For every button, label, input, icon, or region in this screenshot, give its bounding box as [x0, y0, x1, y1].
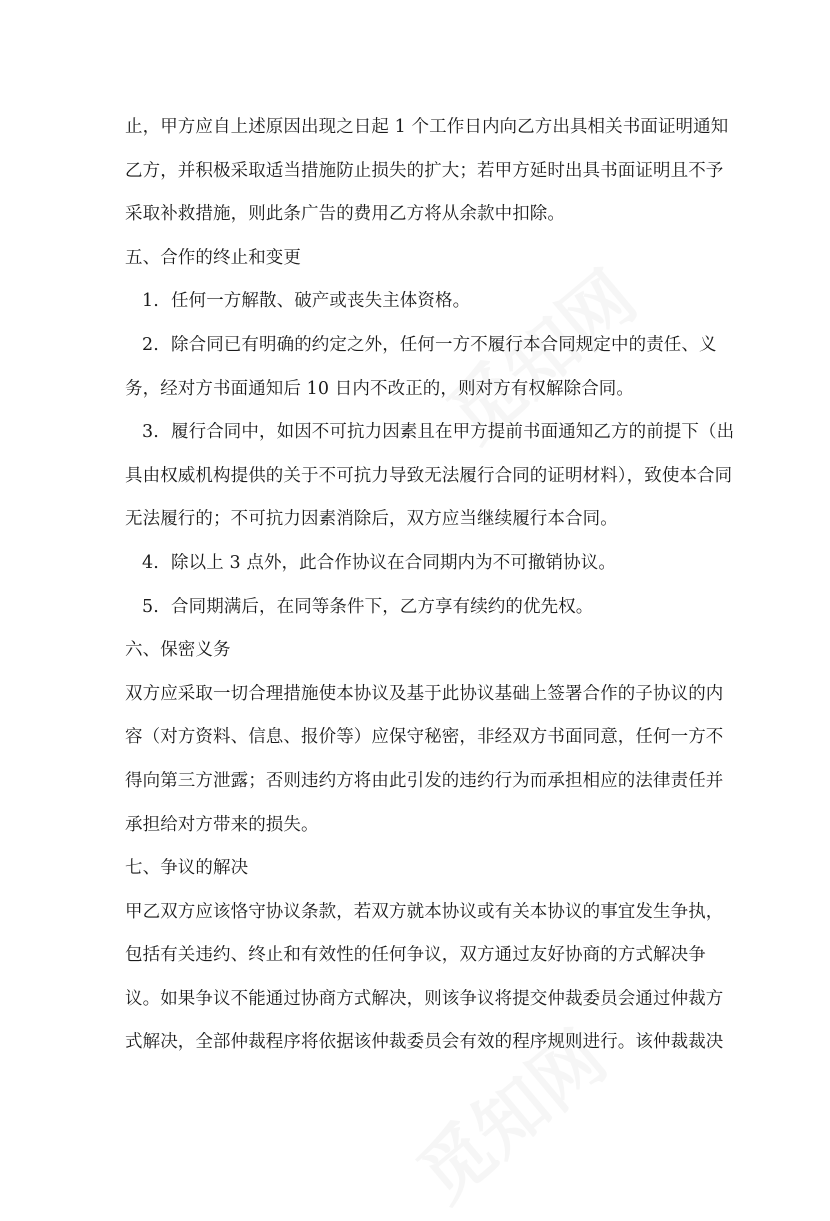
paragraph-line: 包括有关违约、终止和有效性的任何争议，双方通过友好协商的方式解决争	[125, 945, 706, 966]
section-heading: 七、争议的解决	[125, 858, 249, 879]
paragraph-line: 式解决，全部仲裁程序将依据该仲裁委员会有效的程序规则进行。该仲裁裁决	[125, 1032, 724, 1053]
list-item-number: 1.	[142, 291, 159, 312]
paragraph-line: 具由权威机构提供的关于不可抗力导致无法履行合同的证明材料），致使本合同	[125, 465, 733, 486]
document-body	[125, 106, 735, 1065]
paragraph-line: 采取补救措施，则此条广告的费用乙方将从余款中扣除。	[125, 204, 565, 225]
paragraph-line: 止，甲方应自上述原因出现之日起 1 个工作日内向乙方出具相关书面证明通知	[125, 117, 729, 137]
list-item-number: 3.	[142, 422, 159, 443]
list-item-text: 除合同已有明确的约定之外，任何一方不履行本合同规定中的责任、义	[171, 334, 717, 355]
paragraph-line: 甲乙双方应该恪守协议条款，若双方就本协议或有关本协议的事宜发生争执，	[125, 901, 724, 922]
section-heading: 五、合作的终止和变更	[125, 247, 301, 268]
paragraph-line: 容（对方资料、信息、报价等）应保守秘密，非经双方书面同意，任何一方不	[125, 727, 724, 748]
paragraph-line: 乙方，并积极采取适当措施防止损失的扩大；若甲方延时出具书面证明且不予	[125, 160, 724, 181]
paragraph-line: 得向第三方泄露；否则违约方将由此引发的违约行为而承担相应的法律责任并	[125, 770, 724, 791]
list-item-text: 除以上 3 点外，此合作协议在合同期内为不可撤销协议。	[171, 552, 616, 573]
list-item-text: 履行合同中，如因不可抗力因素且在甲方提前书面通知乙方的前提下（出	[171, 422, 735, 443]
paragraph-line: 承担给对方带来的损失。	[125, 814, 319, 835]
list-item	[125, 411, 735, 455]
list-item	[125, 542, 715, 586]
section-heading: 六、保密义务	[125, 640, 231, 661]
list-item-text: 合同期满后，在同等条件下，乙方享有续约的优先权。	[171, 596, 594, 617]
paragraph-line: 议。如果争议不能通过协商方式解决，则该争议将提交仲裁委员会通过仲裁方	[125, 988, 724, 1009]
list-item	[125, 324, 715, 368]
list-item	[125, 280, 715, 324]
list-item-text: 任何一方解散、破产或丧失主体资格。	[171, 291, 471, 312]
list-item	[125, 586, 715, 630]
paragraph-line: 无法履行的；不可抗力因素消除后，双方应当继续履行本合同。	[125, 509, 618, 530]
list-item-number: 4.	[142, 552, 159, 573]
paragraph-line: 务，经对方书面通知后 10 日内不改正的，则对方有权解除合同。	[125, 378, 634, 399]
paragraph-line: 双方应采取一切合理措施使本协议及基于此协议基础上签署合作的子协议的内	[125, 683, 724, 704]
list-item-number: 5.	[142, 596, 159, 617]
list-item-number: 2.	[142, 334, 159, 355]
